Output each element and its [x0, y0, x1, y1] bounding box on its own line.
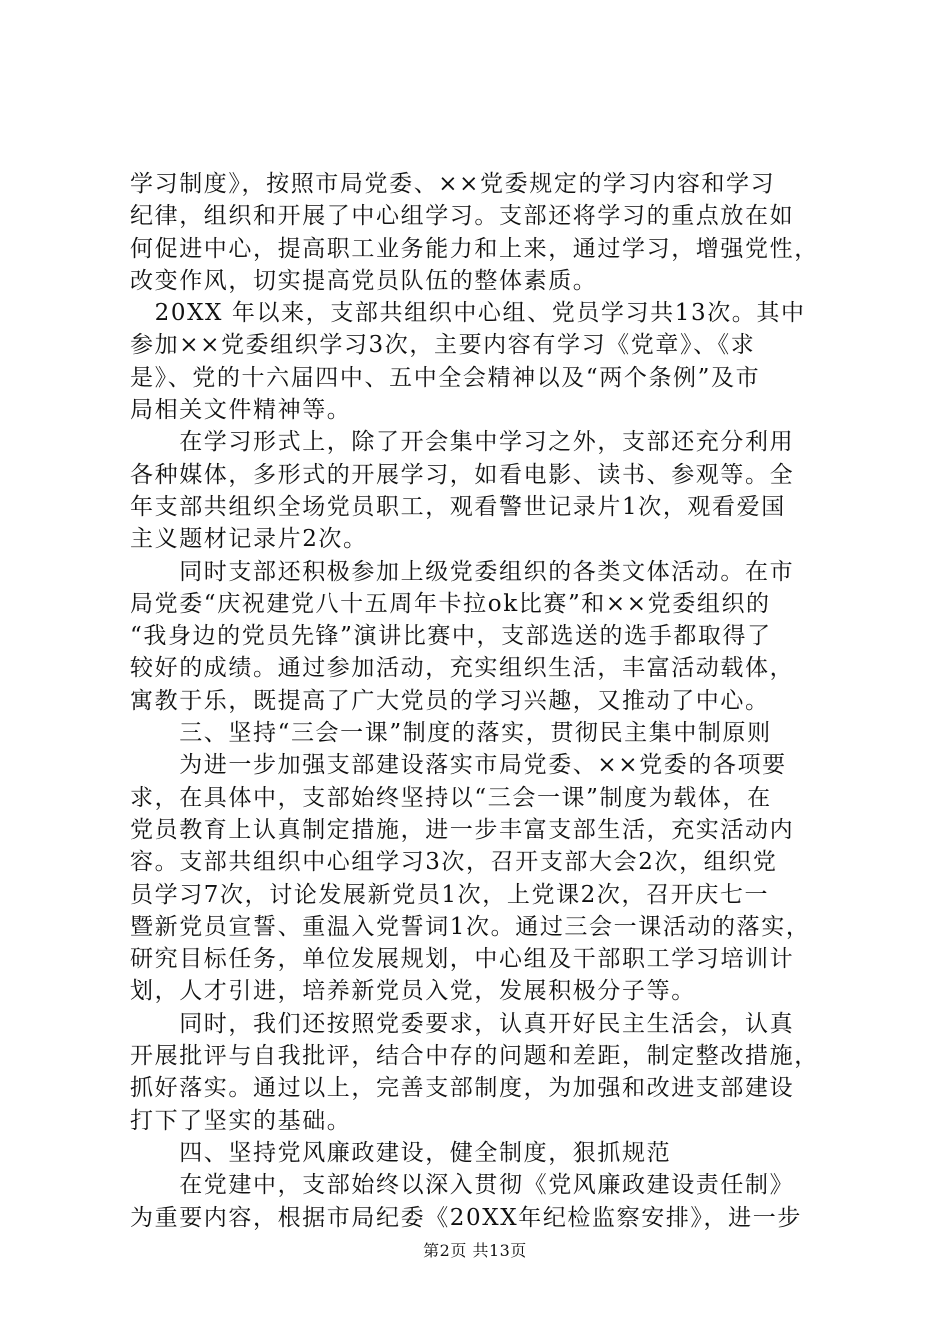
text-line: 较好的成绩。通过参加活动，充实组织生活，丰富活动载体，: [130, 655, 795, 682]
text-line: “我身边的党员先锋”演讲比赛中，支部选送的选手都取得了: [130, 623, 772, 650]
text-line: 参加××党委组织学习3次，主要内容有学习《党章》、《求: [130, 332, 756, 359]
text-line: 为进一步加强支部建设落实市局党委、××党委的各项要: [130, 752, 787, 779]
document-body: [130, 168, 830, 1234]
page-footer: [0, 1238, 950, 1261]
text-line: 何促进中心，提高职工业务能力和上来，通过学习，增强党性，: [130, 235, 819, 262]
text-line: 同时支部还积极参加上级党委组织的各类文体活动。在市: [130, 558, 795, 585]
text-line: 抓好落实。通过以上，完善支部制度，为加强和改进支部建设: [130, 1075, 795, 1102]
text-line: 局党委“庆祝建党八十五周年卡拉ok比赛”和××党委组织的: [130, 590, 771, 617]
text-line: 开展批评与自我批评，结合中存的问题和差距，制定整改措施，: [130, 1043, 819, 1070]
text-line: 纪律，组织和开展了中心组学习。支部还将学习的重点放在如: [130, 203, 795, 230]
text-line: 各种媒体，多形式的开展学习，如看电影、读书、参观等。全: [130, 461, 795, 488]
text-line: 研究目标任务，单位发展规划，中心组及干部职工学习培训计: [130, 946, 795, 973]
text-line: 暨新党员宣誓、重温入党誓词1次。通过三会一课活动的落实，: [130, 913, 811, 940]
text-line: 员学习7次，讨论发展新党员1次，上党课2次，召开庆七一: [130, 881, 770, 908]
text-line: 为重要内容，根据市局纪委《20XX年纪检监察安排》，进一步: [130, 1204, 802, 1231]
text-line: 在学习形式上，除了开会集中学习之外，支部还充分利用: [130, 429, 795, 456]
text-line: 是》、党的十六届四中、五中全会精神以及“两个条例”及市: [130, 364, 761, 391]
text-line: 在党建中，支部始终以深入贯彻《党风廉政建设责任制》: [130, 1172, 795, 1199]
text-line: 主义题材记录片2次。: [130, 526, 368, 553]
section-heading-3: 三、坚持“三会一课”制度的落实，贯彻民主集中制原则: [130, 720, 772, 747]
text-line: 同时，我们还按照党委要求，认真开好民主生活会，认真: [130, 1010, 795, 1037]
text-line: 学习制度》，按照市局党委、××党委规定的学习内容和学习: [130, 171, 776, 197]
text-line: 打下了坚实的基础。: [130, 1107, 352, 1134]
text-line: 划，人才引进，培养新党员入党，发展积极分子等。: [130, 978, 696, 1005]
text-line: 求，在具体中，支部始终坚持以“三会一课”制度为载体，在: [130, 784, 772, 811]
text-line: 寓教于乐，既提高了广大党员的学习兴趣，又推动了中心。: [130, 687, 770, 714]
text-line: 局相关文件精神等。: [130, 397, 352, 424]
page-number-label: 第2页 共13页: [423, 1241, 527, 1260]
text-line: 党员教育上认真制定措施，进一步丰富支部生活，充实活动内: [130, 816, 795, 843]
text-line: 20XX 年以来，支部共组织中心组、党员学习共13次。其中: [130, 300, 806, 327]
text-line: 年支部共组织全场党员职工，观看警世记录片1次，观看爱国: [130, 493, 786, 520]
section-heading-4: 四、坚持党风廉政建设，健全制度，狠抓规范: [130, 1139, 672, 1166]
text-line: 改变作风，切实提高党员队伍的整体素质。: [130, 267, 598, 294]
text-line: 容。支部共组织中心组学习3次，召开支部大会2次，组织党: [130, 849, 778, 876]
